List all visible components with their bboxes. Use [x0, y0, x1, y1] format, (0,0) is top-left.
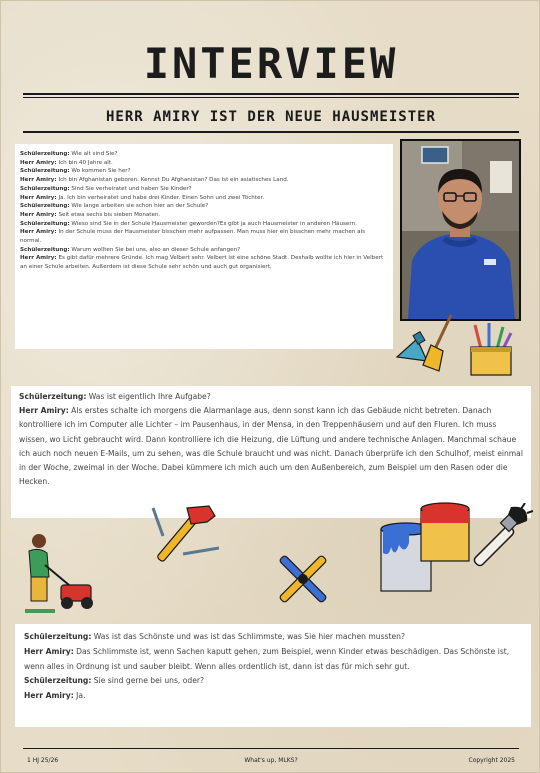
qa-line: Schülerzeitung: Wie lange arbeiten sie schon hier an der Schule?: [20, 203, 209, 210]
page-title: INTERVIEW: [143, 39, 399, 88]
qa-line: Herr Amiry: Das Schlimmste ist, wenn Sachen kaputt gehen, zum Beispiel, wenn Kinder etwas beschädigen. Das Schönste ist, wenn alles in Ordnung ist und sauber bleibt. Wenn alles ordentlich ist, dann ist das für mich sehr gut.: [24, 646, 510, 671]
hammer-nails-icon: [147, 502, 219, 572]
dustpan-icon: [397, 332, 427, 361]
qa-line: Schülerzeitung: Was ist eigentlich Ihre Aufgabe?: [19, 392, 211, 401]
qa-line: Schülerzeitung: Wo kommen Sie her?: [20, 168, 131, 175]
qa-line: Schülerzeitung: Wieso sind Sie in der Schule Hausmeister geworden?Es gibt ja auch Hausmeister in anderen Häusern.: [20, 220, 357, 227]
interview-box-3: [15, 624, 531, 727]
portrait-photo-drawing: [402, 141, 519, 319]
title-rule-bottom: [23, 97, 519, 98]
qa-line: Herr Amiry: Ja. Ich bin verheiratet und habe drei Kinder. Einen Sohn und zwei Töchter.: [20, 194, 265, 201]
footer-issue: 1 HJ 25/26: [27, 757, 59, 764]
paint-cans-icon: [379, 501, 471, 595]
qa-line: Herr Amiry: Ja.: [24, 691, 86, 701]
interview-box-2: [11, 386, 531, 518]
qa-line: Herr Amiry: Es gibt dafür mehrere Gründe. Ich mag Velbert sehr. Velbert ist eine schöne Stadt. Deshalb wollte ich hier in Velbert an einer Schule arbeiten. Außerdem ist diese Schule sehr schön und auch gut organisiert.: [20, 255, 384, 271]
qa-line: Schülerzeitung: Sind Sie verheiratet und haben Sie Kinder?: [20, 185, 192, 192]
qa-line: Herr Amiry: Seit etwa sechs bis sieben Monaten.: [20, 211, 161, 218]
article-subtitle: HERR AMIRY IST DER NEUE HAUSMEISTER: [105, 109, 436, 125]
dustpan-broom-icon: [395, 313, 459, 375]
qa-line: Schülerzeitung: Wie alt sind Sie?: [20, 151, 118, 157]
wrench-screwdriver-icon: [271, 547, 337, 611]
footer-magazine-name: What's up, MLKS?: [244, 757, 298, 764]
pencil-cup-icon: [467, 321, 515, 377]
lawnmower-person-icon: [15, 529, 101, 615]
qa-line: Herr Amiry: In der Schule muss der Hausmeister bisschen mehr aufpassen. Man muss hier ein bisschen mehr machen als normal.: [20, 229, 366, 245]
qa-line: Schülerzeitung: Warum wollten Sie bei uns, also an dieser Schule anfangen?: [20, 246, 241, 253]
qa-line: Schülerzeitung: Sie sind gerne bei uns, oder?: [24, 676, 205, 686]
broom-icon: [423, 315, 451, 371]
qa-line: Herr Amiry: Als erstes schalte ich morgens die Alarmanlage aus, denn sonst kann ich das Gebäude nicht betreten. Danach kontrolliere ich im Computer alle Lichter – im Pausenhaus, in der Mensa, in den Treppenhäusern und auf den Fluren. Ich muss wissen, wo Licht gebraucht wird. Dann kontrolliere ich die Heizung, die Lüftung und andere technische Anlagen. Manchmal schaue ich auch noch neuen E-Mails, um zu sehen, was die Schule braucht und was nicht. Danach überprüfe ich den Schulhof, meist einmal in der Woche, zweimal in der Woche. Dabei kümmere ich mich auch um den Außenbereich, zum Beispiel um den Rasen oder die Hecken.: [19, 406, 523, 487]
qa-line: Herr Amiry: Ich bin 40 Jahre alt.: [20, 159, 113, 166]
title-rule-top: [23, 93, 519, 95]
paint-can-small: [421, 503, 469, 561]
footer-copyright: Copyright 2025: [468, 757, 515, 764]
qa-line: Herr Amiry: Ich bin Afghanistan geboren. Kennst Du Afghanistan? Das ist ein asiatisches Land.: [20, 177, 289, 184]
subtitle-rule: [23, 131, 519, 133]
footer-rule: [23, 748, 519, 749]
qa-line: Schülerzeitung: Was ist das Schönste und was ist das Schlimmste, was Sie hier machen mussten?: [24, 632, 406, 641]
paintbrush-icon: [473, 503, 533, 573]
interview-box-1: [15, 144, 393, 349]
portrait-photo: [400, 139, 521, 321]
